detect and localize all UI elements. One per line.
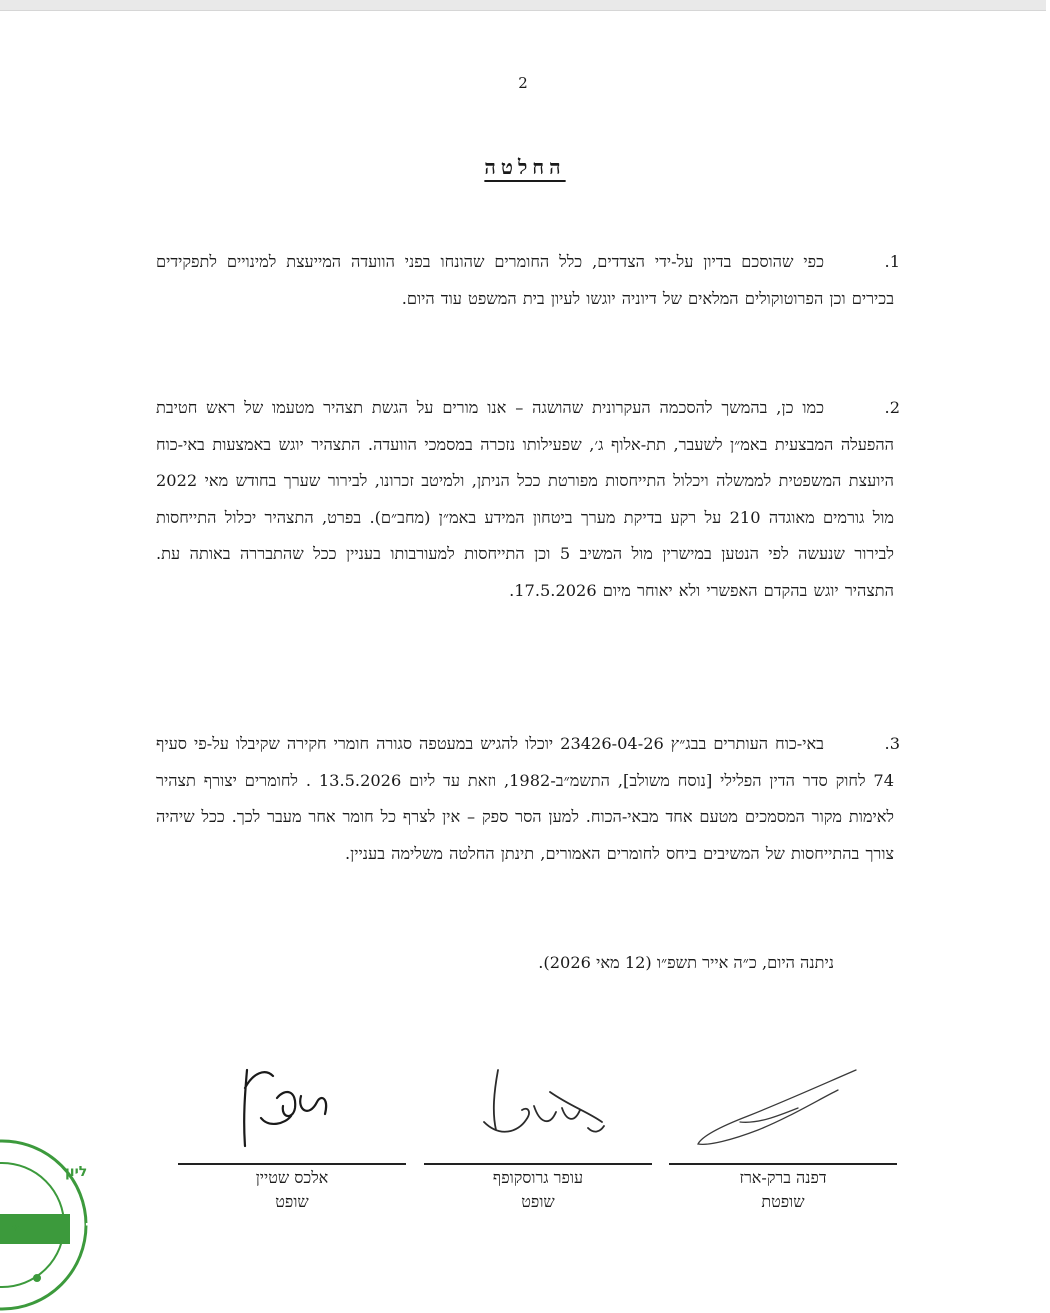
signature-barak-erez	[688, 1060, 868, 1155]
page-number: 2	[518, 74, 528, 92]
judge-role: שופטת	[761, 1192, 805, 1211]
svg-text:ליון: ליון	[65, 1164, 88, 1180]
signature-stein	[225, 1058, 345, 1153]
paragraph-text: באי-כוח העותרים בבג״ץ 23426-04-26 יוכלו להגיש במעטפה סגורה חומרי חקירה שקיבלו על-פי סעיף 74 לחוק סדר הדין הפלילי [נוסח משולב], התשמ״ב-1982, וזאת עד ליום 13.5.2026 . לחומרים יצורף תצהיר לאימות מקור המסמכים מטעם אחד מבאי-הכוח. למען הסר ספק – אין לצרף כל חומר אחר מעבר לכך. ככל שיהיה צורך בהתייחסות של המשיבים ביחס לחומרים האמורים, תינתן החלטה משלימה בעניין.	[156, 734, 894, 863]
paragraph-number: .2	[884, 398, 900, 417]
decision-title: החלטה	[484, 155, 566, 179]
judge-name: אלכס שטיין	[255, 1168, 329, 1187]
judge-block-stein	[178, 1166, 406, 1214]
paragraph-2	[156, 390, 900, 609]
signature-line	[669, 1163, 897, 1165]
paragraph-text: כפי שהוסכם בדיון על-ידי הצדדים, כלל החומרים שהונחו בפני הוועדה המייעצת למינויים לתפקידים בכירים וכן הפרוטוקולים המלאים של דיוניה יוגשו לעיון בית המשפט עוד היום.	[156, 252, 894, 308]
window-top-bar	[0, 0, 1046, 11]
signature-line	[178, 1163, 406, 1165]
paragraph-1	[156, 244, 900, 317]
judge-name: דפנה ברק-ארז	[739, 1168, 827, 1187]
paragraph-number: .1	[884, 252, 900, 271]
signature-line	[424, 1163, 652, 1165]
given-date-line: ניתנה היום, כ״ה אייר תשפ״ו (12 מאי 2026).	[538, 953, 834, 972]
stamp-icon	[0, 1138, 152, 1313]
judge-role: שופט	[521, 1192, 555, 1211]
paragraph-number: .3	[884, 734, 900, 753]
signature-grosskopf	[470, 1062, 620, 1152]
paragraph-3	[156, 726, 900, 872]
svg-text:*: *	[12, 1223, 19, 1239]
paragraph-text: כמו כן, בהמשך להסכמה העקרונית שהושגה – אנו מורים על הגשת תצהיר מטעמו של ראש חטיבת ההפעלה המבצעית באמ״ן לשעבר, תת-אלוף ג׳, שפעילותו נזכרה במסמכי הוועדה. התצהיר יוגש באמצעות באי-כוח היועצת המשפטית לממשלה ויכלול התייחסות מפורטת ככל הניתן, ולמיטב זכרונו, לבירור שערך בחודש מאי 2022 מול גורמים מאוגדה 210 על רקע בדיקת מערך ביטחון המידע באמ״ן (מחב״ם). בפרט, התצהיר יכלול התייחסות לבירור שנעשה לפי הנטען במישרין מול המשיב 5 וכן התייחסות למעורבותו בעניין ככל שהתבררה באותה עת. התצהיר יוגש בהקדם האפשרי ולא יאוחר מיום 17.5.2026.	[156, 398, 895, 600]
judge-block-grosskopf	[424, 1166, 652, 1214]
svg-text:למקור: למקור	[85, 1216, 152, 1241]
judge-role: שופט	[275, 1192, 309, 1211]
judge-block-barak-erez	[669, 1166, 897, 1214]
judge-name: עופר גרוסקופף	[492, 1168, 584, 1187]
